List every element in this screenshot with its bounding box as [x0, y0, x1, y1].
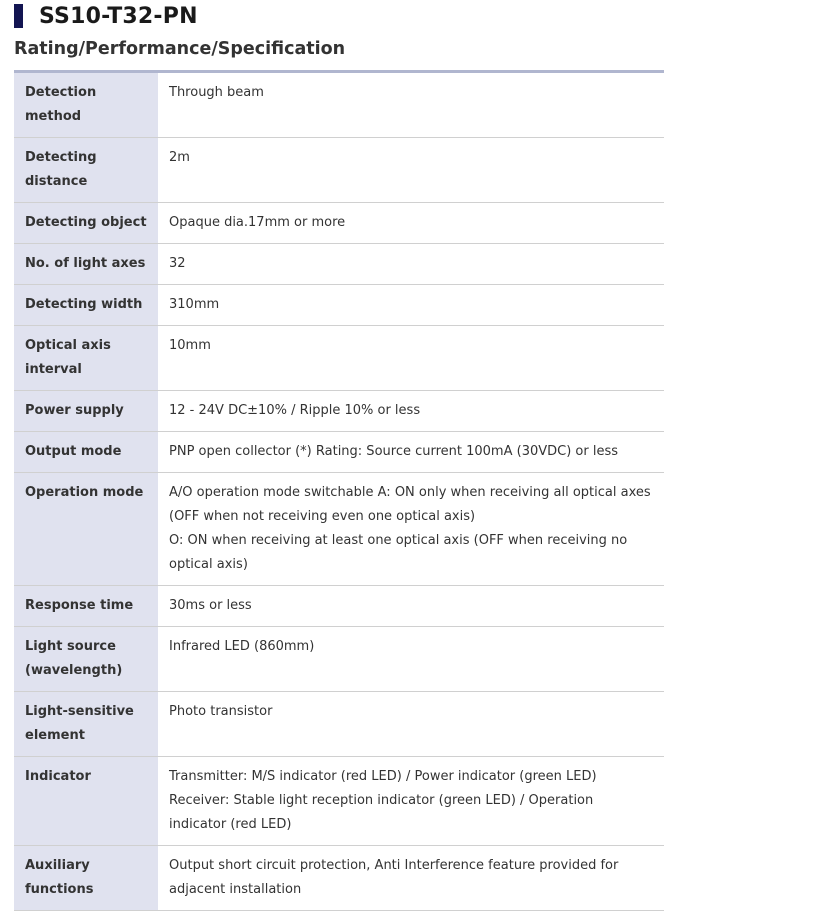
spec-label: Output mode: [14, 432, 158, 473]
spec-value: [158, 627, 664, 692]
spec-value: [158, 757, 664, 846]
spec-value: [158, 138, 664, 203]
spec-value-line: Photo transistor: [169, 704, 273, 719]
spec-label: Response time: [14, 586, 158, 627]
spec-value: [158, 846, 664, 911]
spec-value-line: Infrared LED (860mm): [169, 639, 315, 654]
spec-label: Detecting object: [14, 203, 158, 244]
spec-value: [158, 586, 664, 627]
spec-value-line: O: ON when receiving at least one optical axis (OFF when receiving no optical axis): [169, 533, 628, 572]
spec-label: Light-sensitive element: [14, 692, 158, 757]
spec-label: Light source (wavelength): [14, 627, 158, 692]
spec-value-line: 2m: [169, 150, 190, 165]
spec-value-line: Through beam: [169, 85, 264, 100]
spec-table: [14, 70, 664, 911]
spec-row: [14, 432, 664, 473]
spec-value-line: PNP open collector (*) Rating: Source current 100mA (30VDC) or less: [169, 444, 619, 459]
spec-row: [14, 326, 664, 391]
spec-row: [14, 244, 664, 285]
spec-value-line: 310mm: [169, 297, 220, 312]
spec-value-line: Opaque dia.17mm or more: [169, 215, 346, 230]
spec-value: [158, 244, 664, 285]
spec-value: [158, 692, 664, 757]
spec-row: [14, 692, 664, 757]
spec-row: [14, 72, 664, 138]
spec-label: Detection method: [14, 72, 158, 138]
spec-row: [14, 391, 664, 432]
spec-label: Optical axis interval: [14, 326, 158, 391]
spec-label: Operation mode: [14, 473, 158, 586]
spec-value-line: Transmitter: M/S indicator (red LED) / Power indicator (green LED): [169, 769, 597, 784]
spec-value: [158, 473, 664, 586]
spec-row: [14, 757, 664, 846]
spec-row: [14, 627, 664, 692]
spec-label: Power supply: [14, 391, 158, 432]
spec-label: Auxiliary functions: [14, 846, 158, 911]
spec-row: [14, 138, 664, 203]
spec-label: No. of light axes: [14, 244, 158, 285]
spec-row: [14, 846, 664, 911]
spec-value: [158, 203, 664, 244]
spec-value-line: A/O operation mode switchable A: ON only when receiving all optical axes (OFF when not receiving even one optical axis): [169, 485, 651, 524]
spec-label: Indicator: [14, 757, 158, 846]
spec-value: [158, 432, 664, 473]
spec-value: [158, 326, 664, 391]
product-title: [14, 2, 198, 30]
spec-value-line: Output short circuit protection, Anti Interference feature provided for adjacent installation: [169, 858, 619, 897]
spec-value-line: 32: [169, 256, 186, 271]
spec-row: [14, 203, 664, 244]
spec-value-line: 10mm: [169, 338, 211, 353]
spec-label: Detecting width: [14, 285, 158, 326]
spec-value: [158, 285, 664, 326]
title-accent-bar: [14, 4, 23, 28]
spec-row: [14, 586, 664, 627]
section-title: Rating/Performance/Specification: [14, 39, 346, 59]
spec-label: Detecting distance: [14, 138, 158, 203]
spec-value: [158, 72, 664, 138]
spec-row: [14, 285, 664, 326]
spec-value-line: Receiver: Stable light reception indicator (green LED) / Operation indicator (red LED): [169, 793, 594, 832]
spec-value: [158, 391, 664, 432]
spec-table-body: [14, 72, 664, 911]
spec-value-line: 30ms or less: [169, 598, 252, 613]
product-name: SS10-T32-PN: [39, 3, 198, 29]
spec-row: [14, 473, 664, 586]
spec-value-line: 12 - 24V DC±10% / Ripple 10% or less: [169, 403, 421, 418]
